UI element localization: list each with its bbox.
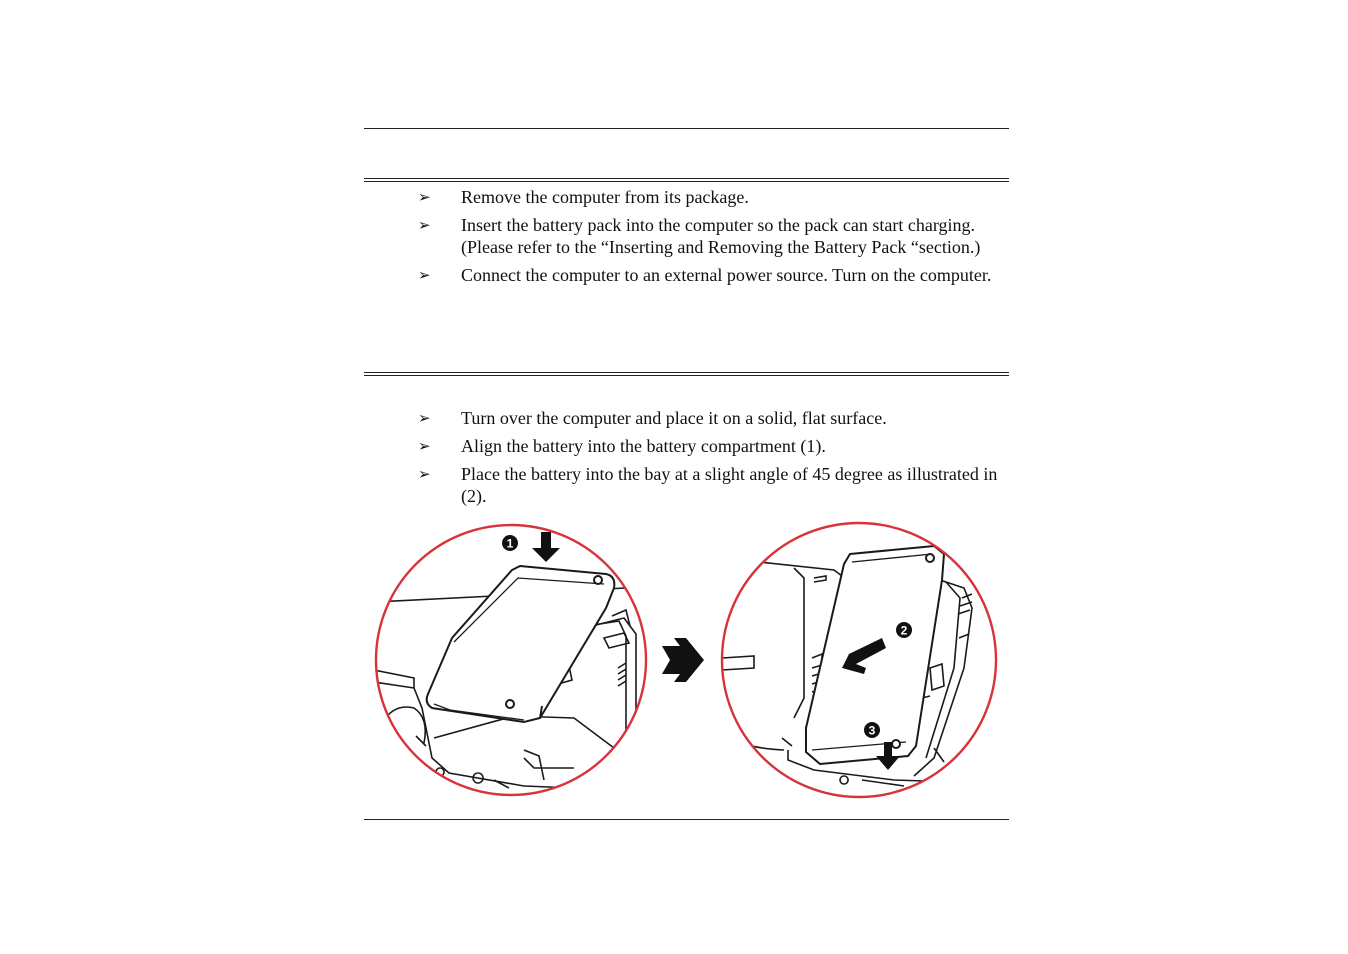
- list-item-text: Connect the computer to an external power source. Turn on the computer.: [461, 265, 992, 285]
- list-item-text: Turn over the computer and place it on a solid, flat surface.: [461, 408, 887, 428]
- step-marker-three: [864, 722, 880, 738]
- list-item: [418, 214, 1008, 258]
- section-two-rule: [364, 372, 1009, 376]
- list-item: [418, 435, 1008, 457]
- step-one-detail: [374, 525, 664, 795]
- list-item: [418, 264, 1008, 286]
- battery-installation-svg: [374, 518, 1000, 802]
- step-marker-three-label: 3: [868, 723, 876, 738]
- step-marker-two-label: 2: [900, 623, 908, 638]
- proceed-arrow-icon: [662, 638, 704, 682]
- list-item-text: Align the battery into the battery compartment (1).: [461, 436, 826, 456]
- step-marker-two: [896, 622, 912, 638]
- list-item: [418, 407, 1008, 429]
- step-marker-one-label: 1: [506, 536, 514, 551]
- list-item: [418, 463, 1008, 507]
- arrowhead-bullet-icon: ➢: [418, 216, 431, 234]
- arrowhead-bullet-icon: ➢: [418, 465, 431, 483]
- list-item: [418, 186, 1008, 208]
- arrowhead-bullet-icon: ➢: [418, 188, 431, 206]
- battery-installation-illustration: [374, 518, 1000, 802]
- bottom-rule: [364, 819, 1009, 820]
- top-rule: [364, 128, 1009, 129]
- step-two-three-detail: [722, 523, 996, 797]
- section-one-list: [418, 186, 1008, 292]
- step-marker-one: [502, 535, 518, 551]
- arrowhead-bullet-icon: ➢: [418, 266, 431, 284]
- arrowhead-bullet-icon: ➢: [418, 437, 431, 455]
- arrowhead-bullet-icon: ➢: [418, 409, 431, 427]
- section-one-rule: [364, 178, 1009, 182]
- list-item-text: Insert the battery pack into the computer so the pack can start charging. (Please refer to the “Inserting and Removing the Battery Pack “section.): [461, 215, 981, 257]
- section-two-list: [418, 407, 1008, 513]
- list-item-text: Remove the computer from its package.: [461, 187, 749, 207]
- list-item-text: Place the battery into the bay at a slight angle of 45 degree as illustrated in (2).: [461, 464, 998, 506]
